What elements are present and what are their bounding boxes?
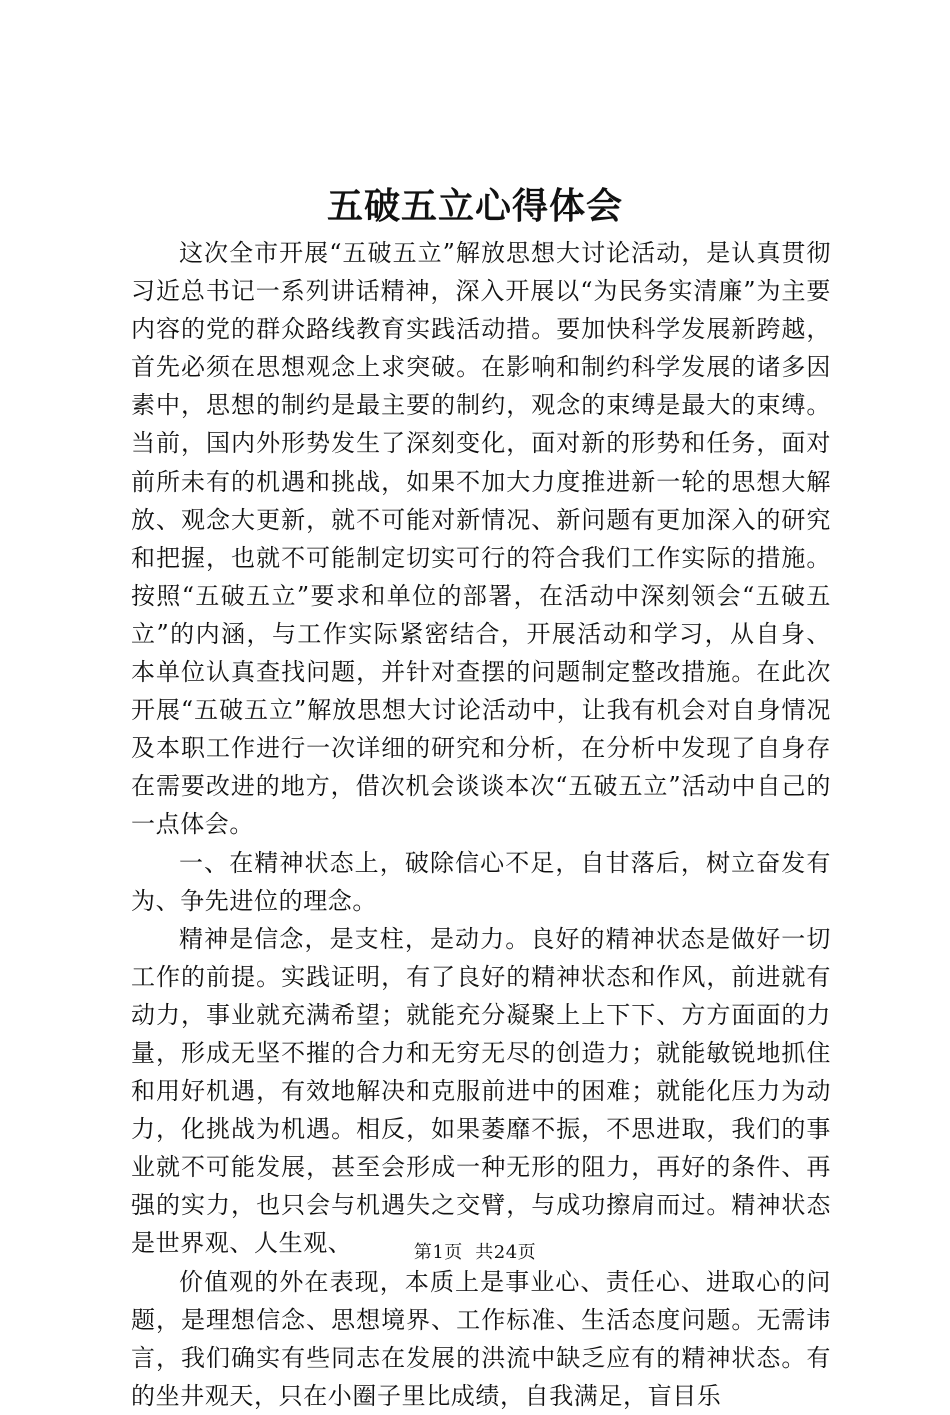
page-total: 共24页 [475,1242,537,1263]
document-body [131,234,831,1415]
page-number: 第1页 [413,1242,463,1263]
document-title: 五破五立心得体会 [326,185,623,227]
paragraph-intro: 这次全市开展“五破五立”解放思想大讨论活动，是认真贯彻习近总书记一系列讲话精神，深入开展以“为民务实清廉”为主要内容的党的群众路线教育实践活动措。要加快科学发展新跨越，首先必须在思想观念上求突破。在影响和制约科学发展的诸多因素中，思想的制约是最主要的制约，观念的束缚是最大的束缚。当前，国内外形势发生了深刻变化，面对新的形势和任务，面对前所未有的机遇和挑战，如果不加大力度推进新一轮的思想大解放、观念大更新，就不可能对新情况、新问题有更加深入的研究和把握，也就不可能制定切实可行的符合我们工作实际的措施。按照“五破五立”要求和单位的部署，在活动中深刻领会“五破五立”的内涵，与工作实际紧密结合，开展活动和学习，从自身、本单位认真查找问题，并针对查摆的问题制定整改措施。在此次开展“五破五立”解放思想大讨论活动中，让我有机会对自身情况及本职工作进行一次详细的研究和分析，在分析中发现了自身存在需要改进的地方，借次机会谈谈本次“五破五立”活动中自己的一点体会。 [131,239,831,839]
page-footer [0,1241,950,1265]
paragraph-section-heading: 一、在精神状态上，破除信心不足，自甘落后，树立奋发有为、争先进位的理念。 [131,848,831,915]
paragraph-spirit: 精神是信念，是支柱，是动力。良好的精神状态是做好一切工作的前提。实践证明，有了良好的精神状态和作风，前进就有动力，事业就充满希望；就能充分凝聚上上下下、方方面面的力量，形成无坚不摧的合力和无穷无尽的创造力；就能敏锐地抓住和用好机遇，有效地解决和克服前进中的困难；就能化压力为动力，化挑战为机遇。相反，如果萎靡不振，不思进取，我们的事业就不可能发展，甚至会形成一种无形的阻力，再好的条件、再强的实力，也只会与机遇失之交臂，与成功擦肩而过。精神状态是世界观、人生观、 [131,924,831,1258]
paragraph-values: 价值观的外在表现，本质上是事业心、责任心、进取心的问题，是理想信念、思想境界、工作标准、生活态度问题。无需讳言，我们确实有些同志在发展的洪流中缺乏应有的精神状态。有的坐井观天，只在小圈子里比成绩，自我满足，盲目乐 [131,1267,831,1410]
